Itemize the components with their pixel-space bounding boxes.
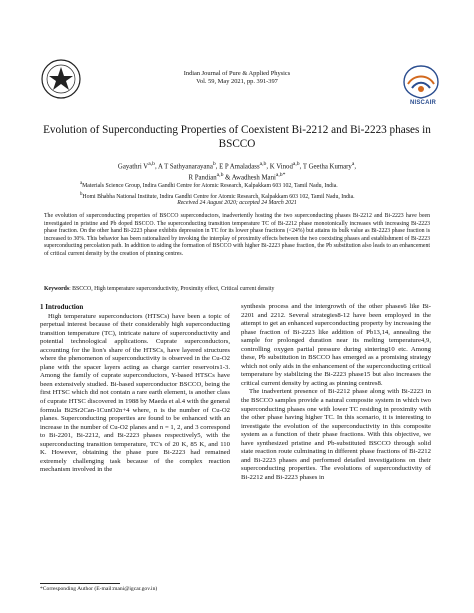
journal-volume: Vol. 59, May 2021, pp. 391-397 [196,78,278,85]
keywords-text: : BSCCO, High temperature superconductivity, Proximity effect, Critical current density [69,286,275,292]
keywords [44,286,430,294]
publisher-logo-icon [398,62,444,102]
keywords-label: Keywords [44,286,70,292]
publisher-logo-text: NISCAIR [409,100,437,106]
affiliations [80,180,420,201]
footnote-divider [40,583,120,584]
intro-paragraph-2: The inadvertent presence of Bi-2212 phase along with Bi-2223 in the BSCCO samples provide a natural composite system in which two superconducting phases one with lower TC residing in proximity with the other phase having higher TC. In this scenario, it is interesting to investigate the evolution of the superconductivity in this composite system as a function of their phase fractions. With this objective, we have synthesized pristine and Pb-substituted BSCCO through solid state reaction route culminating in different phase fractions of Bi-2212 and Bi-2223 phases and performed detailed investigations on their superconducting properties. The evolutions of superconductivity of Bi-2212 and Bi-2223 phases in [241,388,431,481]
intro-paragraph-continued: synthesis process and the intergrowth of the other phases6 like Bi-2201 and 2212. Several strategies8-12 have been employed in the attempt to get an enhanced superconducting property by increasing the phase fraction of Bi-2223 like addition of Pb13,14, annealing the sample for prolonged duration near its melting temperature4,9, controlling oxygen partial pressure during sintering10 etc. Among these, Pb substitution in BSCCO has emerged as a promising strategy which not only aids in the enhancement of the superconducting critical temperature by stabilizing the Bi-2223 phase15 but also increases the critical current density by acting as pinning centres8. [241,303,431,387]
paper-title: Evolution of Superconducting Properties of Coexistent Bi-2212 and Bi-2223 phases in BSCCO [43,124,431,150]
body-right-column [241,303,431,482]
received-dates: Received 24 August 2020; accepted 24 March 2021 [177,200,297,206]
affiliation-b: $^b$Homi Bhabha National Institute, Indira Gandhi Centre for Atomic Research, Kalpakkam 603 102, Tamil Nadu, India. [80,191,355,200]
author-line-2: R Pandian$^{a,b}$ & Awadhesh Mani$^{a,b*}$ [188,172,286,182]
journal-header [150,70,324,86]
section-heading: 1 Introduction [40,303,84,311]
journal-name: Indian Journal of Pure & Applied Physics [183,70,291,77]
corresponding-author-footnote: *Corresponding Author (E-mail:mani@igcar.gov.in) [40,586,158,592]
affiliation-a: $^a$Materials Science Group, Indira Gandhi Centre for Atomic Research, Kalpakkam 603 102, Tamil Nadu, India. [80,181,338,189]
intro-paragraph-1: High temperature superconductors (HTSCs) have been a topic of perpetual interest because of their considerably high superconducting transition temperature (TC), intricate nature of superconductivity and potential technological applications. Cuprate superconductors, accounting for the lion's share of the HTSCs, have layered structures where the phenomenon of superconductivity is observed in the Cu-O2 plane with the spacer layers acting as charge carrier reservoirs1-3. Among the family of cuprate superconductors, Y-based HTSCs have been extensively studied. Bi-based superconductor BSCCO, being the first HTSC which did not contain a rare earth element, is another class of cuprate HTSC discovered in 1988 by Maeda et al.4 with the general formula Bi2Sr2Can-1CunO2n+4 where, n is the number of Cu-O2 planes. Superconducting properties are found to be enhanced with an increase in the number of Cu-O2 planes and n = 1, 2, and 3 correspond to Bi-2201, Bi-2212, and Bi-2223 phases respectively5, with the superconducting transition temperature, TC's of 20 K, 85 K, and 110 K. However, obtaining the phase pure Bi-2223 had remained extremely challenging task because of the complex reaction mechanism involved in the [40,312,230,474]
abstract: The evolution of superconducting properties of BSCCO superconductors, inadvertently hosting the two superconducting phases Bi-2212 and Bi-2223 have been investigated in pristine and Pb doped BSCCO. The superconducting transition temperature TC of Bi-2212 phase monotonically increases with increasing Bi-2223 phase fraction. On the other hand Bi-2223 phase exhibits depression in TC for its lower phase fractions (<24%) but attains its bulk value as Bi-2223 phase fraction is increased to 30%. This behavior has been rationalized by invoking the interplay of proximity effects between the two coexisting phases and establishment of Bi-2223 superconducting percolation path. In addition to aiding the formation of BSCCO with higher Bi-2223 phase fraction, the Pb substitution also leads to an enhancement of critical current density by the creation of pinning centres. [44,213,430,257]
body-left-column [40,303,230,475]
journal-emblem-logo [40,58,82,100]
author-line-1: Gayathri V$^{a,b}$, A T Sathyanarayana$^b$, E P Amaladass$^{a,b}$, K Vinod$^{a,b}$, T Geetha Kumary$^a$, [117,161,357,171]
